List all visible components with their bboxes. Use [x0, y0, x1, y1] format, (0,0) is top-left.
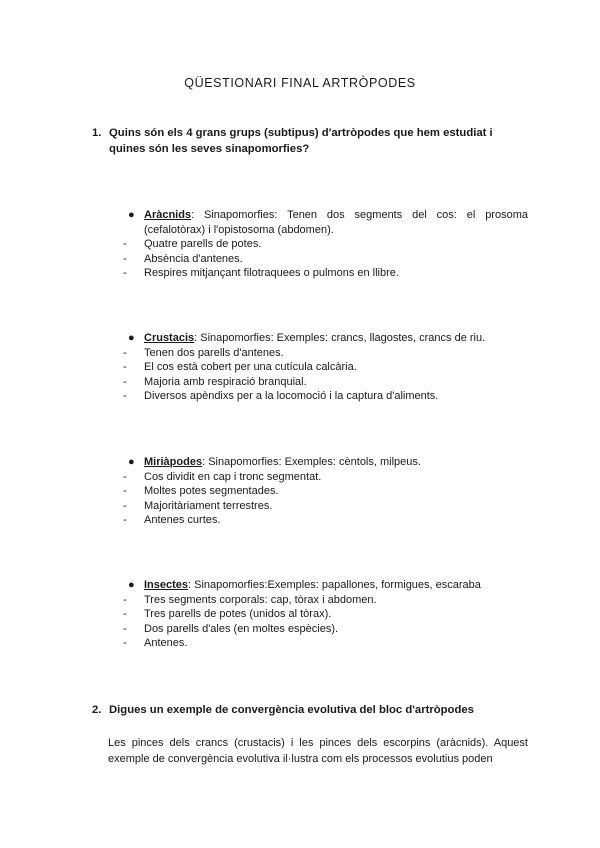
list-item: - Majoria amb respiració branquial. — [123, 375, 307, 388]
group-description: : Sinapomorfies:Exemples: papallones, formigues, escaraba — [188, 579, 481, 591]
list-item: - Diversos apèndixs per a la locomoció i la captura d'aliments. — [123, 390, 439, 403]
list-item: - Cos dividit en cap i tronc segmentat. — [123, 470, 322, 483]
dash-icon: - — [123, 346, 127, 359]
list-item: - Tres parells de potes (unidos al tòrax). — [123, 608, 332, 621]
dash-icon: - — [123, 238, 127, 251]
list-item: - Tenen dos parells d'antenes. — [123, 346, 284, 359]
trait-list — [120, 470, 528, 528]
list-item: - Quatre parells de potes. — [123, 238, 262, 251]
dash-icon: - — [123, 375, 127, 388]
trait-list — [120, 237, 528, 281]
list-item: - Dos parells d'ales (en moltes espècies). — [123, 622, 339, 635]
group-name: Insectes — [144, 579, 189, 591]
dash-icon: - — [123, 252, 127, 265]
list-item: - Tres segments corporals: cap, tòrax i abdomen. — [123, 593, 377, 606]
dash-icon: - — [123, 485, 127, 498]
document-title: QÜESTIONARI FINAL ARTRÒPODES — [184, 76, 416, 90]
group-miriapodes — [120, 455, 528, 528]
group-insectes — [120, 578, 528, 651]
group-description: : Sinapomorfies: Exemples: crancs, llagostes, crancs de riu. — [194, 332, 486, 344]
trait-list — [120, 346, 528, 404]
list-item: - El cos està cobert per una cutícula calcària. — [123, 361, 357, 374]
group-description: : Sinapomorfies: Tenen dos segments del cos: el prosoma (cefalotòrax) i l'opistosoma (abdomen). — [144, 209, 528, 236]
dash-icon: - — [123, 514, 127, 527]
dash-icon: - — [123, 637, 127, 650]
trait-list — [120, 593, 528, 651]
bullet-icon: ● — [128, 579, 135, 591]
question-number: 2. — [92, 704, 102, 716]
question-number: 1. — [92, 127, 102, 139]
group-aracnids — [120, 208, 528, 281]
list-item: - Majoritàriament terrestres. — [123, 499, 273, 512]
group-name: Miriàpodes — [144, 456, 203, 468]
dash-icon: - — [123, 608, 127, 621]
answer-2-paragraph: Les pinces dels crancs (crustacis) i les pinces dels escorpins (aràcnids). Aquest exemple de convergència evolutiva il·lustra com els processos evolutius poden — [108, 737, 528, 765]
group-heading — [120, 208, 528, 237]
question-text: Digues un exemple de convergència evolutiva del bloc d'artròpodes — [109, 704, 474, 716]
group-crustacis — [120, 331, 528, 404]
question-1 — [92, 126, 532, 157]
dash-icon: - — [123, 267, 127, 280]
dash-icon: - — [123, 499, 127, 512]
group-name: Aràcnids — [144, 209, 192, 221]
dash-icon: - — [123, 361, 127, 374]
list-item: - Moltes potes segmentades. — [123, 485, 279, 498]
bullet-icon: ● — [128, 209, 135, 221]
question-text: Quins són els 4 grans grups (subtipus) d'artròpodes que hem estudiat i quines són les seves sinapomorfies? — [109, 127, 493, 155]
bullet-icon: ● — [128, 456, 135, 468]
dash-icon: - — [123, 390, 127, 403]
group-heading — [120, 578, 528, 593]
group-heading — [120, 331, 528, 346]
list-item: - Respires mitjançant filotraquees o pulmons en llibre. — [123, 267, 399, 280]
list-item: - Absència d'antenes. — [123, 252, 243, 265]
bullet-icon: ● — [128, 332, 135, 344]
list-item: - Antenes curtes. — [123, 514, 221, 527]
dash-icon: - — [123, 593, 127, 606]
group-heading — [120, 455, 528, 470]
question-2 — [92, 703, 532, 719]
dash-icon: - — [123, 470, 127, 483]
dash-icon: - — [123, 622, 127, 635]
group-description: : Sinapomorfies: Exemples: cèntols, milpeus. — [202, 456, 421, 468]
list-item: - Antenes. — [123, 637, 188, 650]
group-name: Crustacis — [144, 332, 195, 344]
